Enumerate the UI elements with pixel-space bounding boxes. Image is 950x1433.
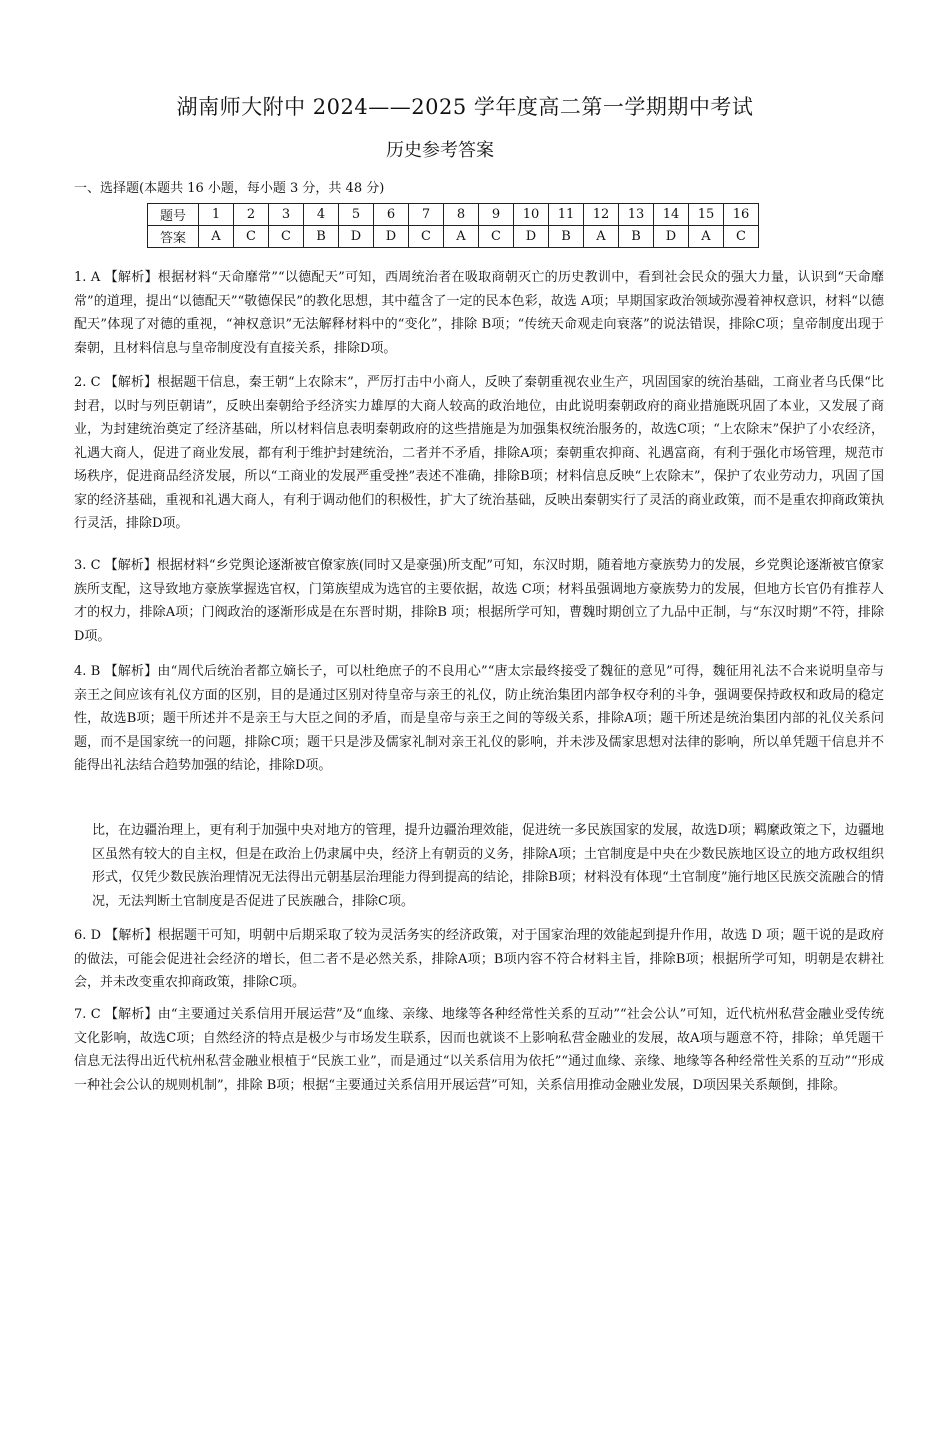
answer-cell: D [374,226,409,248]
answer-cell: B [619,226,654,248]
number-cell: 13 [619,204,654,226]
explanation-1: 1. A 【解析】根据材料“天命靡常”“以德配天”可知，西周统治者在吸取商朝灭亡的历史教训中，看到社会民众的强大力量，认识到“天命靡常”的道理，提出“以德配天”“敬德保民”的教化思想，其中蕴含了一定的民本色彩，故选 A项；早期国家政治领域弥漫着神权意识，材料“以德配天”体现了对德的重视，“神权意识”无法解释材料中的“变化”，排除 B项；“传统天命观走向衰落”的说法错误，排除C项；皇帝制度出现于秦朝，且材料信息与皇帝制度没有直接关系，排除D项。 [74,270,884,356]
answer-cell: A [444,226,479,248]
answer-cell: A [689,226,724,248]
number-cell: 15 [689,204,724,226]
explanation-3: 3. C 【解析】根据材料“乡党舆论逐渐被官僚家族(同时又是豪强)所支配”可知，东汉时期，随着地方豪族势力的发展，乡党舆论逐渐被官僚家族所支配，这导致地方豪族掌握选官权，门第族望成为选官的主要依据，故选 C项；材料虽强调地方豪族势力的发展，但地方长官仍有推荐人才的权力，排除A项；门阀政治的逐渐形成是在东晋时期，排除B 项；根据所学可知，曹魏时期创立了九品中正制，与“东汉时期”不符，排除D项。 [74,558,884,644]
answer-cell: A [584,226,619,248]
page-title: 湖南师大附中 2024——2025 学年度高二第一学期期中考试 [176,95,754,119]
number-cell: 9 [479,204,514,226]
number-row [148,204,759,226]
explanation-7: 7. C 【解析】由“主要通过关系信用开展运营”及“血缘、亲缘、地缘等各种经常性关系的互动”“社会公认”可知，近代杭州私营金融业受传统文化影响，故选C项；自然经济的特点是极少与市场发生联系，因而也就谈不上影响私营金融业的发展，故A项与题意不符，排除；单凭题干信息无法得出近代杭州私营金融业根植于“民族工业”，而是通过“以关系信用为依托”“通过血缘、亲缘、地缘等各种经常性关系的互动”“形成一种社会公认的规则机制”，排除 B项；根据“主要通过关系信用开展运营”可知，关系信用推动金融业发展，D项因果关系颠倒，排除。 [74,1007,884,1093]
answer-cell: B [304,226,339,248]
explanation-4: 4. B 【解析】由“周代后统治者都立嫡长子，可以杜绝庶子的不良用心”“唐太宗最终接受了魏征的意见”可得，魏征用礼法不合来说明皇帝与亲王之间应该有礼仪方面的区别，目的是通过区别对待皇帝与亲王的礼仪，防止统治集团内部争权夺利的斗争，强调要保持政权和政局的稳定性，故选B项；题干所述并不是亲王与大臣之间的矛盾，而是皇帝与亲王之间的等级关系，排除A项；题干所述是统治集团内部的礼仪关系问题，而不是国家统一的问题，排除C项；题干只是涉及儒家礼制对亲王礼仪的影响，并未涉及儒家思想对法律的影响，所以单凭题干信息并不能得出礼法结合趋势加强的结论，排除D项。 [74,664,884,773]
number-cell: 4 [304,204,339,226]
answer-cell: C [409,226,444,248]
number-cell: 12 [584,204,619,226]
row-label: 答案 [148,226,199,248]
answer-cell: B [549,226,584,248]
number-cell: 11 [549,204,584,226]
answer-cell: D [654,226,689,248]
number-cell: 6 [374,204,409,226]
number-cell: 8 [444,204,479,226]
answer-cell: C [269,226,304,248]
answer-table [147,203,759,248]
number-cell: 7 [409,204,444,226]
answer-cell: D [514,226,549,248]
explanation-5-continuation: 比，在边疆治理上，更有利于加强中央对地方的管理，提升边疆治理效能，促进统一多民族国家的发展，故选D项；羁縻政策之下，边疆地区虽然有较大的自主权，但是在政治上仍隶属中央，经济上有朝贡的义务，排除A项；土官制度是中央在少数民族地区设立的地方政权组织形式，仅凭少数民族治理情况无法得出元朝基层治理能力得到提高的结论，排除B项；材料没有体现“土官制度”施行地区民族交流融合的情况，无法判断土官制度是否促进了民族融合，排除C项。 [92,823,884,909]
answer-cell: C [724,226,759,248]
number-cell: 3 [269,204,304,226]
answer-row [148,226,759,248]
row-label: 题号 [148,204,199,226]
number-cell: 5 [339,204,374,226]
number-cell: 2 [234,204,269,226]
answer-cell: C [234,226,269,248]
answer-cell: A [199,226,234,248]
page-subtitle: 历史参考答案 [386,140,494,161]
explanation-6: 6. D 【解析】根据题干可知，明朝中后期采取了较为灵活务实的经济政策，对于国家治理的效能起到提升作用，故选 D 项；题干说的是政府的做法，可能会促进社会经济的增长，但二者不是必然关系，排除A项；B项内容不符合材料主旨，排除B项；根据所学可知，明朝是农耕社会，并未改变重农抑商政策，排除C项。 [74,928,884,990]
section-heading: 一、选择题(本题共 16 小题，每小题 3 分，共 48 分) [74,181,385,196]
answer-cell: C [479,226,514,248]
number-cell: 14 [654,204,689,226]
explanation-2: 2. C 【解析】根据题干信息，秦王朝“上农除末”，严厉打击中小商人，反映了秦朝重视农业生产，巩固国家的统治基础，工商业者乌氏倮“比封君，以时与列臣朝请”，反映出秦朝给予经济实力雄厚的大商人较高的政治地位，由此说明秦朝政府的商业措施既巩固了本业，又发展了商业，为封建统治奠定了经济基础，所以材料信息表明秦朝政府的这些措施是为加强集权统治服务的，故选C项；“上农除末”保护了小农经济，礼遇大商人，促进了商业发展，都有利于维护封建统治，二者并不矛盾，排除A项；秦朝重农抑商、礼遇富商，有利于强化市场管理，规范市场秩序，促进商品经济发展，所以“工商业的发展严重受挫”表述不准确，排除B项；材料信息反映“上农除末”，保护了农业劳动力，巩固了国家的经济基础，重视和礼遇大商人，有利于调动他们的积极性，扩大了统治基础，反映出秦朝实行了灵活的商业政策，而不是重农抑商政策执行灵活，排除D项。 [74,375,884,531]
number-cell: 10 [514,204,549,226]
answer-cell: D [339,226,374,248]
number-cell: 1 [199,204,234,226]
number-cell: 16 [724,204,759,226]
